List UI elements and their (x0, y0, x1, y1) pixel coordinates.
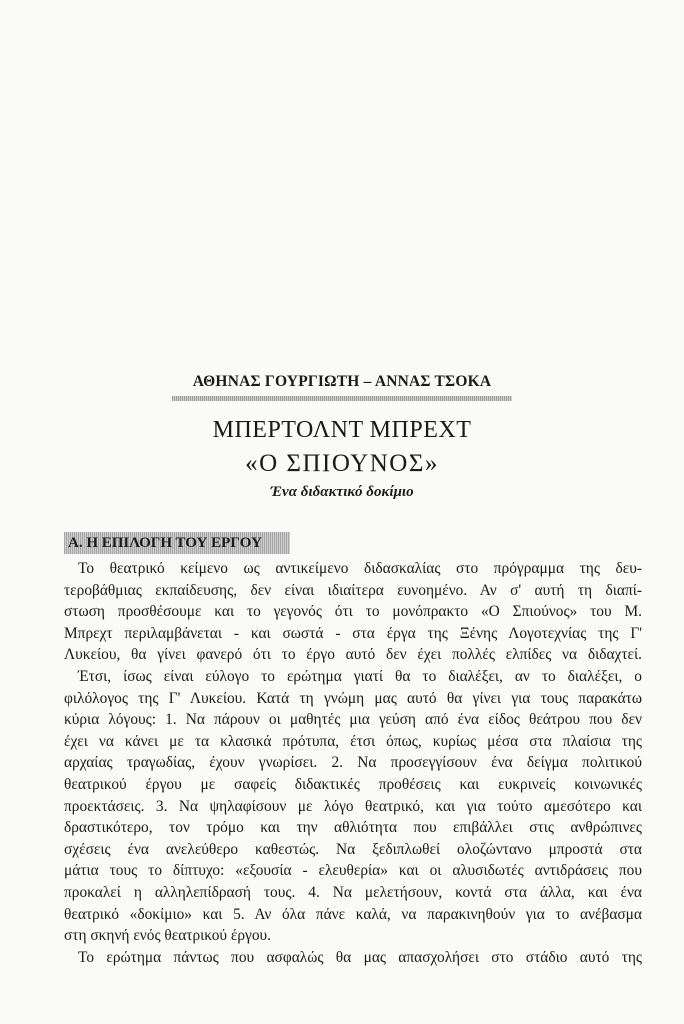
body-text (64, 558, 642, 968)
body-line: στωση προσθέσουμε και το γεγονός ότι το μονόπρακτο «Ο Σπιούνος» του Μ. (64, 603, 642, 621)
body-line: θεατρικού έργου με σαφείς διδακτικές προθέσεις και ευκρινείς κοινωνικές (64, 775, 642, 793)
subtitle: Ένα διδακτικό δοκίμιο (270, 484, 414, 500)
body-line: σχέσεις ένα ανελεύθερο καθεστώς. Να ξεδιπλωθεί ολοζώντανο μπροστά στα (64, 840, 642, 858)
body-line: τεροβάθμιας εκπαίδευσης, δεν είναι ιδιαίτερα ευνοημένο. Αν σ' αυτή τη διαπί- (64, 581, 642, 599)
title-line-1: ΜΠΕΡΤΟΛΝΤ ΜΠΡΕΧΤ (212, 417, 472, 443)
body-line: μάτια τους το δίπτυχο: «εξουσία - ελευθερία» και οι αλυσιδωτές αντιδράσεις που (64, 862, 642, 880)
authors-line: ΑΘΗΝΑΣ ΓΟΥΡΓΙΩΤΗ – ΑΝΝΑΣ ΤΣΟΚΑ (192, 373, 492, 390)
body-line: θεατρικό «δοκίμιο» και 5. Αν όλα πάνε καλά, να παρακινηθούν για το ανέβασμα (64, 905, 642, 923)
body-line: κύρια λόγους: 1. Να πάρουν οι μαθητές μια γεύση από ένα είδος θεάτρου που δεν (64, 711, 642, 729)
body-line: φιλόλογος της Γ' Λυκείου. Κατά τη γνώμη μας αυτό θα γίνει για τους παρακάτω (64, 689, 642, 707)
body-line: αρχαίας τραγωδίας, έχουν γνωρίσει. 2. Να προσεγγίσουν ένα δείγμα πολιτικού (64, 754, 642, 772)
body-line: δραστικότερο, τον τρόμο και την αθλιότητα που επιβάλλει στις ανθρώπινες (64, 819, 642, 837)
body-line: Έτσι, ίσως είναι εύλογο το ερώτημα γιατί θα το διαλέξει, αν το διαλέξει, ο (78, 667, 642, 685)
body-line: στη σκηνή ενός θεατρικού έργου. (64, 927, 271, 945)
body-line: προκαλεί η αλληλεπίδρασή τους. 4. Να μελετήσουν, κοντά στα άλλα, και ένα (64, 883, 642, 901)
body-line: Λυκείου, θα γίνει φανερό ότι το έργο αυτό δεν έχει πολλές ελπίδες να διδαχτεί. (64, 646, 642, 664)
body-line: έχει να κάνει με τα κλασικά πρότυπα, έτσι όπως, κυρίως μέσα στα πλαίσια της (64, 732, 642, 750)
body-line: Το ερώτημα πάντως που ασφαλώς θα μας απασχολήσει στο στάδιο αυτό της (78, 948, 642, 966)
body-line: Μπρεχτ περιλαμβάνεται - και σωστά - στα έργα της Ξένης Λογοτεχνίας της Γ' (64, 624, 642, 642)
section-heading: Α. Η ΕΠΙΛΟΓΗ ΤΟΥ ΕΡΓΟΥ (64, 532, 290, 554)
body-line: προεκτάσεις. 3. Να ψηλαφίσουν με λόγο θεατρικό, και για τούτο αμεσότερο και (64, 797, 642, 815)
authors-underline-rule (172, 396, 512, 401)
body-line: Το θεατρικό κείμενο ως αντικείμενο διδασκαλίας στο πρόγραμμα της δευ- (78, 560, 642, 577)
title-line-2: «Ο ΣΠΙΟΥΝΟΣ» (245, 450, 439, 477)
